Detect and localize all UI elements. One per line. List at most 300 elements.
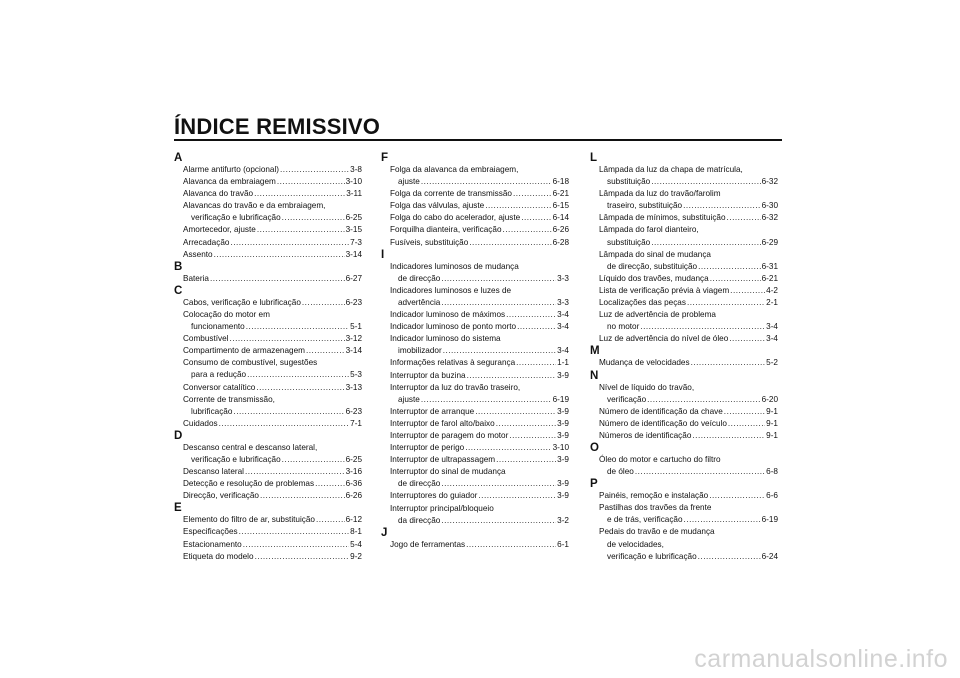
page-number: 1-1: [557, 358, 569, 368]
dot-leader: [465, 442, 551, 454]
entry-text: de direcção: [398, 273, 441, 283]
dot-leader: [521, 212, 551, 224]
entry-line: [174, 297, 362, 309]
entry-line: [381, 418, 569, 430]
dot-leader: [651, 176, 760, 188]
entry-text: Folga das válvulas, ajuste: [390, 201, 485, 211]
entry-text: da direcção: [398, 515, 441, 525]
entry-line: [590, 406, 778, 418]
section-letter: E: [174, 502, 182, 515]
page-number: 9-1: [766, 406, 778, 416]
page-number: 6-18: [552, 177, 569, 187]
entry-line: [174, 382, 362, 394]
page-number: 6-23: [345, 406, 362, 416]
entry-text: Folga da corrente de transmissão: [390, 189, 512, 199]
entry-line: [174, 237, 362, 249]
entry-line: [174, 164, 362, 176]
page-number: 5-3: [350, 370, 362, 380]
entry-text: Compartimento de armazenagem: [183, 346, 305, 356]
entry-text: Interruptor de ultrapassagem: [390, 455, 496, 465]
entry-text: Forquilha dianteira, verificação: [390, 225, 502, 235]
dot-leader: [635, 466, 765, 478]
index-entry: [174, 442, 362, 466]
index-entry: [174, 176, 362, 188]
entry-text: Indicadores luminosos e luzes de: [390, 285, 512, 295]
dot-leader: [727, 212, 761, 224]
entry-line: [381, 273, 569, 285]
index-entry: [174, 478, 362, 490]
entry-text: Descanso lateral: [183, 467, 244, 477]
entry-line: [381, 212, 569, 224]
index-section: [590, 442, 778, 478]
entry-line: [590, 321, 778, 333]
page-number: 7-1: [350, 418, 362, 428]
index-entry: [174, 466, 362, 478]
entry-line: [590, 188, 778, 200]
page-number: 6-30: [761, 201, 778, 211]
dot-leader: [280, 164, 349, 176]
dot-leader: [256, 382, 344, 394]
dot-leader: [516, 357, 556, 369]
index-entry: [381, 212, 569, 224]
dot-leader: [724, 406, 765, 418]
entry-text: advertência: [398, 297, 441, 307]
page-number: 9-1: [766, 430, 778, 440]
dot-leader: [513, 188, 552, 200]
entry-line: [381, 430, 569, 442]
dot-leader: [651, 237, 760, 249]
page-number: 6-6: [766, 491, 778, 501]
index-entry: [381, 333, 569, 357]
index-entry: [590, 357, 778, 369]
dot-leader: [517, 321, 556, 333]
index-entry: [381, 539, 569, 551]
entry-line: [590, 502, 778, 514]
entry-text: Elemento do filtro de ar, substituição: [183, 515, 315, 525]
page-number: 6-26: [345, 491, 362, 501]
entry-text: Combustível: [183, 334, 229, 344]
entry-line: [174, 321, 362, 333]
index-column-2: [381, 152, 569, 551]
entry-line: [381, 164, 569, 176]
index-entry: [381, 382, 569, 406]
dot-leader: [475, 406, 556, 418]
index-entry: [174, 309, 362, 333]
dot-leader: [245, 466, 345, 478]
index-entry: [381, 309, 569, 321]
entry-text: Indicador luminoso do sistema: [390, 334, 501, 344]
dot-leader: [315, 478, 345, 490]
page-number: 6-12: [345, 515, 362, 525]
index-entry: [381, 357, 569, 369]
entry-line: [174, 551, 362, 563]
index-entry: [381, 200, 569, 212]
dot-leader: [316, 514, 345, 526]
section-letter: F: [381, 152, 389, 164]
index-entry: [590, 212, 778, 224]
entry-line: [174, 249, 362, 261]
page-number: 3-4: [557, 322, 569, 332]
entry-line: [174, 394, 362, 406]
entry-line: [381, 285, 569, 297]
dot-leader: [503, 224, 552, 236]
entry-line: [174, 454, 362, 466]
dot-leader: [698, 551, 761, 563]
entry-text: Pedais do travão e de mudança: [599, 527, 715, 537]
dot-leader: [485, 200, 551, 212]
dot-leader: [247, 369, 349, 381]
dot-leader: [257, 224, 345, 236]
entry-text: Números de identificação: [599, 430, 692, 440]
entry-line: [381, 176, 569, 188]
dot-leader: [691, 357, 766, 369]
index-entry: [174, 249, 362, 261]
entry-text: Conversor catalítico: [183, 382, 256, 392]
entry-line: [590, 273, 778, 285]
entry-text: Interruptor de arranque: [390, 406, 475, 416]
page-number: 3-8: [350, 165, 362, 174]
page-number: 6-25: [345, 454, 362, 464]
title-rule: [174, 139, 782, 141]
entry-line: [381, 515, 569, 527]
page-number: 3-10: [552, 443, 569, 453]
entry-line: [590, 382, 778, 394]
entry-text: Cabos, verificação e lubrificação: [183, 297, 301, 307]
index-entry: [174, 333, 362, 345]
page-number: 3-9: [557, 418, 569, 428]
dot-leader: [728, 418, 765, 430]
page-number: 6-20: [761, 394, 778, 404]
entry-text: Painéis, remoção e instalação: [599, 491, 709, 501]
index-entry: [590, 249, 778, 273]
entry-text: Lâmpada da luz do travão/farolim: [599, 189, 721, 199]
entry-text: Arrecadação: [183, 237, 230, 247]
entry-text: verificação: [607, 394, 647, 404]
dot-leader: [506, 309, 556, 321]
page-number: 3-3: [557, 297, 569, 307]
entry-line: [174, 273, 362, 285]
index-entry: [381, 503, 569, 527]
dot-leader: [282, 454, 345, 466]
entry-line: [590, 466, 778, 478]
entry-text: Interruptor do sinal de mudança: [390, 467, 506, 477]
entry-line: [174, 345, 362, 357]
entry-line: [381, 200, 569, 212]
entry-text: Assento: [183, 249, 213, 259]
entry-text: Jogo de ferramentas: [390, 539, 466, 549]
entry-line: [381, 454, 569, 466]
index-section: [590, 152, 778, 345]
dot-leader: [230, 237, 349, 249]
entry-text: ajuste: [398, 177, 420, 187]
index-entry: [590, 333, 778, 345]
page-number: 6-29: [761, 237, 778, 247]
index-entry: [590, 188, 778, 212]
entry-line: [174, 309, 362, 321]
index-entry: [590, 454, 778, 478]
index-column-1: [174, 152, 362, 563]
page-number: 3-12: [345, 334, 362, 344]
index-entry: [590, 297, 778, 309]
entry-line: [590, 164, 778, 176]
page-number: 3-9: [557, 430, 569, 440]
dot-leader: [306, 345, 345, 357]
page-number: 6-31: [761, 261, 778, 271]
entry-text: Colocação do motor em: [183, 309, 270, 319]
index-entry: [174, 237, 362, 249]
entry-text: Folga da alavanca da embraiagem,: [390, 165, 519, 174]
section-letter: B: [174, 260, 183, 273]
entry-line: [174, 442, 362, 454]
entry-line: [381, 382, 569, 394]
entry-text: Indicadores luminosos de mudança: [390, 261, 519, 271]
entry-line: [381, 442, 569, 454]
entry-text: Nível de líquido do travão,: [599, 382, 695, 392]
entry-text: lubrificação: [191, 406, 233, 416]
entry-line: [381, 345, 569, 357]
entry-line: [174, 490, 362, 502]
page-number: 3-9: [557, 491, 569, 501]
index-entry: [174, 345, 362, 357]
entry-line: [381, 321, 569, 333]
entry-text: Alavancas do travão e da embraiagem,: [183, 201, 326, 211]
index-entry: [174, 188, 362, 200]
entry-text: ajuste: [398, 394, 420, 404]
page-number: 6-19: [761, 515, 778, 525]
dot-leader: [710, 273, 761, 285]
entry-line: [174, 466, 362, 478]
entry-text: verificação e lubrificação: [191, 213, 281, 223]
entry-text: Indicador luminoso de máximos: [390, 310, 506, 320]
page-number: 9-1: [766, 418, 778, 428]
section-letter: J: [381, 526, 388, 539]
entry-line: [590, 526, 778, 538]
page-number: 9-2: [350, 551, 362, 561]
entry-text: Pastilhas dos travões da frente: [599, 503, 712, 513]
index-section: [381, 152, 569, 249]
entry-line: [174, 212, 362, 224]
entry-line: [590, 261, 778, 273]
page-number: 6-26: [552, 225, 569, 235]
entry-line: [174, 478, 362, 490]
entry-line: [590, 357, 778, 369]
entry-text: verificação e lubrificação: [191, 454, 281, 464]
entry-text: Alavanca do travão: [183, 189, 254, 199]
entry-text: Líquido dos travões, mudança: [599, 273, 709, 283]
entry-text: Mudança de velocidades: [599, 358, 690, 368]
index-section: [590, 478, 778, 563]
page-number: 6-21: [761, 273, 778, 283]
entry-text: Interruptor de farol alto/baixo: [390, 418, 495, 428]
index-section: [381, 527, 569, 551]
entry-text: Lâmpada do sinal de mudança: [599, 249, 711, 259]
index-entry: [174, 382, 362, 394]
entry-text: Especificações: [183, 527, 238, 537]
dot-leader: [729, 333, 765, 345]
entry-text: Alavanca da embraiagem: [183, 177, 276, 187]
page-number: 4-2: [766, 285, 778, 295]
page-number: 6-24: [761, 551, 778, 561]
page-number: 2-1: [766, 298, 778, 308]
index-entry: [590, 224, 778, 248]
entry-text: Descanso central e descanso lateral,: [183, 442, 318, 452]
page-number: 3-10: [345, 177, 362, 187]
index-entry: [381, 237, 569, 249]
entry-line: [174, 418, 362, 430]
entry-line: [174, 514, 362, 526]
entry-line: [381, 394, 569, 406]
entry-text: de velocidades,: [607, 539, 664, 549]
dot-leader: [640, 321, 765, 333]
page-number: 6-27: [345, 273, 362, 283]
entry-text: Amortecedor, ajuste: [183, 225, 256, 235]
entry-text: Lâmpada da luz da chapa de matrícula,: [599, 165, 743, 174]
entry-line: [381, 490, 569, 502]
entry-text: Luz de advertência de problema: [599, 310, 716, 320]
page-number: 3-16: [345, 467, 362, 477]
entry-text: Luz de advertência do nível de óleo: [599, 334, 729, 344]
index-entry: [174, 394, 362, 418]
entry-text: Indicador luminoso de ponto morto: [390, 322, 517, 332]
dot-leader: [709, 490, 765, 502]
entry-line: [590, 200, 778, 212]
entry-text: Número de identificação do veículo: [599, 418, 727, 428]
dot-leader: [496, 454, 556, 466]
dot-leader: [467, 370, 557, 382]
dot-leader: [219, 418, 350, 430]
index-section: [590, 345, 778, 369]
dot-leader: [421, 176, 552, 188]
index-entry: [174, 200, 362, 224]
dot-leader: [443, 345, 556, 357]
entry-line: [381, 503, 569, 515]
dot-leader: [233, 406, 344, 418]
entry-text: para a redução: [191, 370, 247, 380]
page-number: 6-8: [766, 467, 778, 477]
entry-line: [381, 357, 569, 369]
page-number: 8-1: [350, 527, 362, 537]
entry-line: [381, 370, 569, 382]
page-number: 6-28: [552, 237, 569, 247]
dot-leader: [246, 321, 349, 333]
page-number: 6-36: [345, 479, 362, 489]
entry-text: Informações relativas à segurança: [390, 358, 516, 368]
entry-text: de direcção: [398, 479, 441, 489]
page-number: 6-25: [345, 213, 362, 223]
dot-leader: [698, 261, 760, 273]
index-section: [174, 502, 362, 562]
entry-line: [174, 526, 362, 538]
index-entry: [381, 285, 569, 309]
section-letter: A: [174, 152, 183, 164]
entry-line: [174, 200, 362, 212]
page-number: 3-2: [557, 515, 569, 525]
entry-line: [174, 188, 362, 200]
entry-text: e de trás, verificação: [607, 515, 683, 525]
index-section: [174, 261, 362, 285]
index-entry: [174, 514, 362, 526]
page-number: 3-4: [766, 334, 778, 344]
section-letter: M: [590, 345, 600, 358]
entry-line: [590, 176, 778, 188]
dot-leader: [302, 297, 345, 309]
dot-leader: [230, 333, 345, 345]
entry-text: de óleo: [607, 467, 634, 477]
section-letter: O: [590, 441, 599, 454]
section-letter: I: [381, 248, 385, 261]
page-number: 3-14: [345, 249, 362, 259]
index-entry: [381, 370, 569, 382]
index-entry: [381, 261, 569, 285]
index-entry: [590, 285, 778, 297]
entry-text: Interruptor principal/bloqueio: [390, 503, 494, 513]
index-entry: [590, 382, 778, 406]
dot-leader: [210, 273, 345, 285]
page-number: 3-4: [557, 346, 569, 356]
index-section: [174, 285, 362, 430]
index-entry: [381, 406, 569, 418]
page-number: 3-11: [346, 189, 362, 199]
entry-line: [590, 539, 778, 551]
page-number: 6-23: [345, 297, 362, 307]
entry-line: [174, 224, 362, 236]
index-entry: [381, 321, 569, 333]
page-number: 3-14: [345, 346, 362, 356]
entry-text: funcionamento: [191, 322, 245, 332]
dot-leader: [421, 394, 552, 406]
entry-line: [590, 212, 778, 224]
page-number: 3-9: [557, 406, 569, 416]
entry-line: [381, 237, 569, 249]
index-entry: [381, 466, 569, 490]
entry-text: Direcção, verificação: [183, 491, 259, 501]
entry-text: Lâmpada de mínimos, substituição: [599, 213, 726, 223]
dot-leader: [243, 539, 349, 551]
index-entry: [590, 526, 778, 562]
entry-line: [590, 333, 778, 345]
dot-leader: [478, 490, 556, 502]
page-number: 5-2: [766, 358, 778, 368]
dot-leader: [214, 249, 345, 261]
index-entry: [174, 490, 362, 502]
page-number: 7-3: [350, 237, 362, 247]
dot-leader: [730, 285, 765, 297]
index-entry: [590, 418, 778, 430]
entry-line: [590, 249, 778, 261]
entry-line: [590, 297, 778, 309]
entry-line: [174, 539, 362, 551]
page-number: 6-32: [761, 213, 778, 223]
dot-leader: [496, 418, 556, 430]
index-entry: [174, 273, 362, 285]
section-letter: C: [174, 284, 183, 297]
dot-leader: [469, 237, 551, 249]
dot-leader: [441, 515, 556, 527]
page-number: 3-4: [557, 310, 569, 320]
entry-line: [174, 406, 362, 418]
entry-text: Interruptor de paragem do motor: [390, 430, 509, 440]
entry-line: [174, 369, 362, 381]
entry-text: verificação e lubrificação: [607, 551, 697, 561]
page-number: 3-15: [345, 225, 362, 235]
section-letter: N: [590, 369, 599, 382]
entry-text: Número de identificação da chave: [599, 406, 723, 416]
dot-leader: [647, 394, 760, 406]
page-number: 3-13: [345, 382, 362, 392]
page-number: 6-15: [552, 201, 569, 211]
index-entry: [174, 418, 362, 430]
entry-text: Fusíveis, substituição: [390, 237, 469, 247]
